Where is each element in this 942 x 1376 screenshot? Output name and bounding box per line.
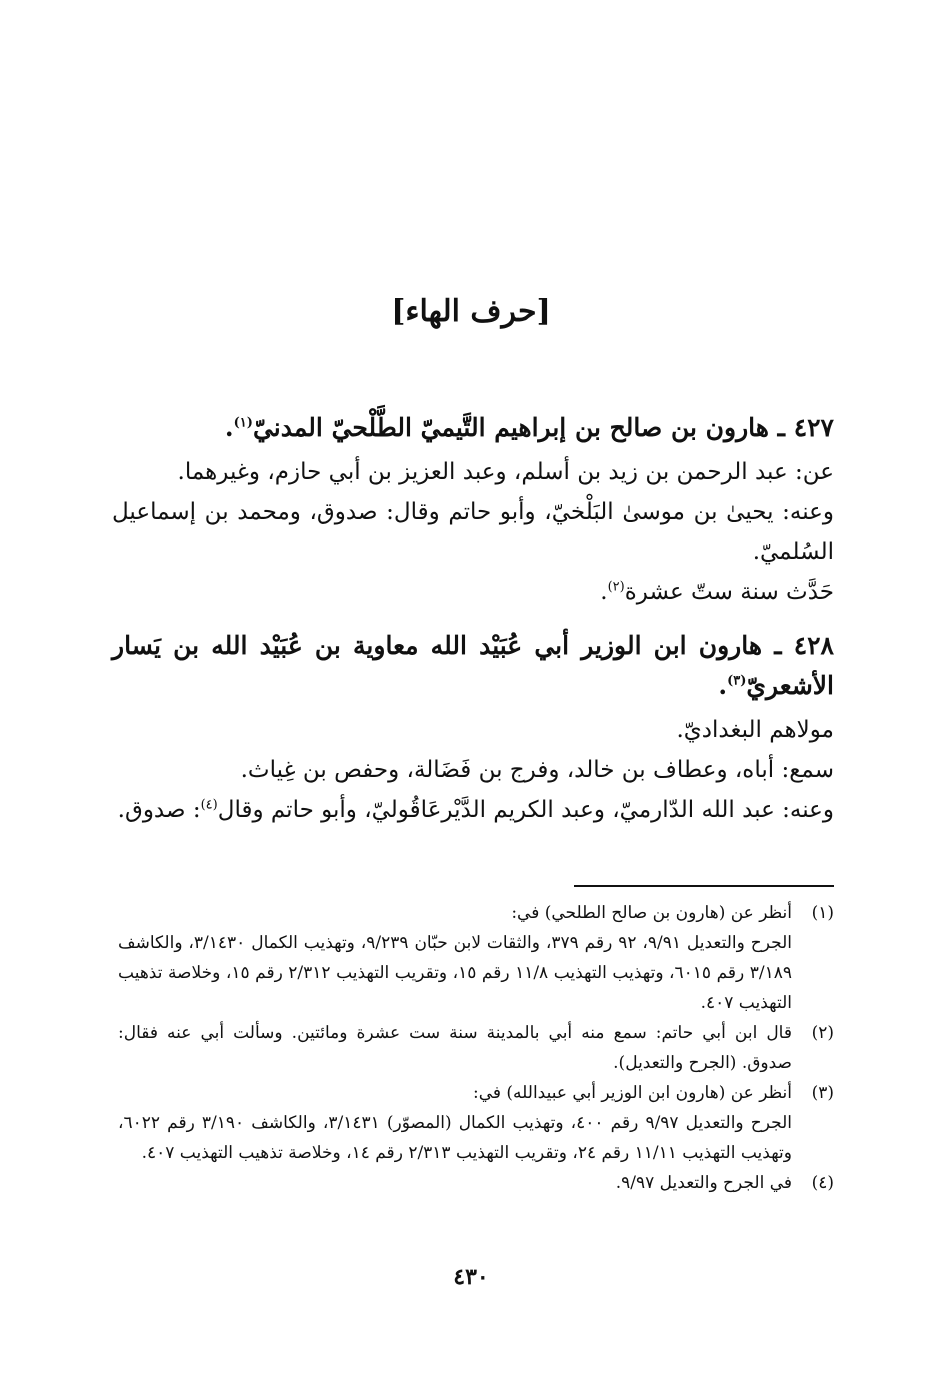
entry-427-students: وعنه: يحيىٰ بن موسىٰ البَلْخيّ، وأبو حاتم وقال: صدوق، ومحمد بن إسماعيل السُلميّ.: [112, 499, 834, 565]
footnote-number: (٢): [811, 1023, 834, 1043]
footnote-4: [118, 1168, 834, 1198]
section-heading: [حرف الهاء]: [391, 294, 551, 329]
entry-427-heading: [112, 408, 834, 448]
footnote-3: [118, 1078, 834, 1168]
main-text: [112, 408, 834, 830]
footnote-text: الجرح والتعديل ٩/٩٧ رقم ٤٠٠، وتهذيب الكمال (المصوّر) ٣/١٤٣١، والكاشف ٣/١٩٠ رقم ٦٠٢٢، وتهذيب التهذيب ١١/١١ رقم ٢٤، وتقريب التهذيب ٢/٣١٣ رقم ١٤، وخلاصة تذهيب التهذيب ٤٠٧.: [118, 1113, 792, 1163]
page-number: ٤٣٠: [453, 1264, 489, 1290]
footnote-number: (٣): [811, 1083, 834, 1103]
footnote-text: قال ابن أبي حاتم: سمع منه أبي بالمدينة سنة ست عشرة ومائتين. وسألت أبي عنه فقال: صدوق. (الجرح والتعديل).: [118, 1023, 792, 1073]
footnote-text: في الجرح والتعديل ٩/٩٧.: [615, 1173, 792, 1193]
footnote-text: الجرح والتعديل ٩/٩١، ٩٢ رقم ٣٧٩، والثقات لابن حبّان ٩/٢٣٩، وتهذيب الكمال ٣/١٤٣٠، والكاشف ٣/١٨٩ رقم ٦٠١٥، وتهذيب التهذيب ١١/٨ رقم ١٥، وتقريب التهذيب ٢/٣١٢ رقم ١٥، وخلاصة تذهيب التهذيب ٤٠٧.: [118, 933, 792, 1013]
entry-427-narration: حَدَّث سنة ستّ عشرة$^{(٢)}$.: [600, 579, 834, 605]
footnote-ref: (١): [233, 415, 253, 431]
entry-name-end: .: [224, 413, 234, 442]
footnote-text: أنظر عن (هارون ابن الوزير أبي عبيدالله) في:: [472, 1083, 792, 1103]
footnote-ref: (٣): [727, 673, 747, 689]
entry-name: هارون بن صالح بن إبراهيم التَّيميّ الطَّلْحيّ المدنيّ: [252, 413, 769, 442]
footnote-ref: (٤): [200, 797, 218, 813]
footnote-number: (١): [811, 903, 834, 923]
footnote-1: [118, 898, 834, 1018]
entry-number: ٤٢٧ ـ: [777, 413, 834, 442]
entry-428-heard-from: سمع: أباه، وعطاف بن خالد، وفرج بن فَضَالة، وحفص بن غِياث.: [240, 757, 834, 783]
entry-number: ٤٢٨ ـ: [774, 631, 834, 660]
footnotes: [118, 898, 834, 1198]
entry-428-heading: [112, 626, 834, 706]
footnote-2: [118, 1018, 834, 1078]
footnote-text: أنظر عن (هارون بن صالح الطلحي) في:: [511, 903, 792, 923]
footnote-ref: (٢): [607, 579, 625, 595]
entry-427-teachers: عن: عبد الرحمن بن زيد بن أسلم، وعبد العزيز بن أبي حازم، وغيرهما.: [177, 459, 834, 485]
footnote-separator: [574, 885, 834, 887]
entry-428-students: وعنه: عبد الله الدّارميّ، وعبد الكريم الدَّيْرعَاقُوليّ، وأبو حاتم وقال$^{(٤)}$: صدوق.: [117, 797, 834, 823]
entry-name-end: .: [718, 671, 728, 700]
entry-428-clientage: مولاهم البغداديّ.: [676, 717, 834, 743]
entry-name: هارون ابن الوزير أبي عُبَيْد الله معاوية بن عُبَيْد الله بن يَسار الأشعريّ: [112, 631, 834, 700]
footnote-number: (٤): [811, 1173, 834, 1193]
